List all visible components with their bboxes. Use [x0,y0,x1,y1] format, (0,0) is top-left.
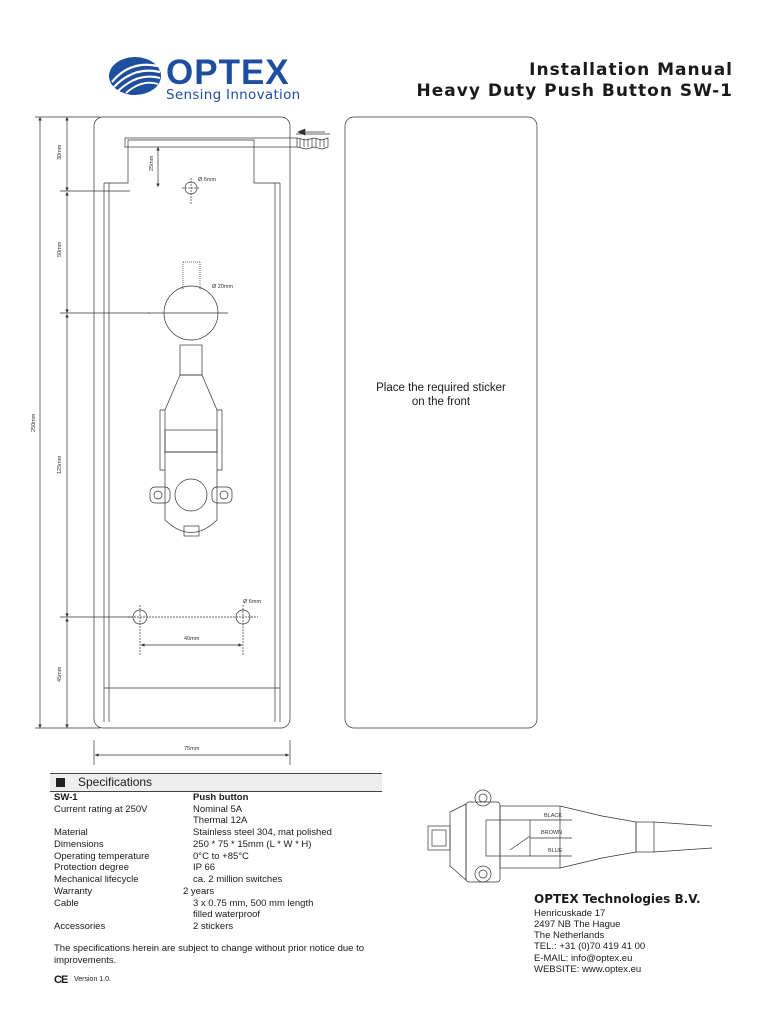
spec-value: ca. 2 million switches [193,874,283,885]
spec-label: SW-1 [54,792,78,803]
spec-label: Material [54,827,88,838]
bullet-square-icon [56,778,65,787]
spec-label: Dimensions [54,839,104,850]
spec-label: Protection degree [54,862,129,873]
dim-125mm: 125mm [57,455,63,474]
specifications-header [50,773,382,792]
spec-label: Current rating at 250V [54,804,148,815]
spec-value: Push button [193,792,249,803]
company-name: OPTEX Technologies B.V. [534,892,701,906]
spec-value: 2 years [183,886,215,897]
spec-value: filled waterproof [193,909,261,920]
spec-label: Cable [54,898,79,909]
contact-phone: TEL.: +31 (0)70 419 41 00 [534,941,646,952]
wire-label-black: BLACK [544,813,563,819]
spec-value: 250 * 75 * 15mm (L * W * H) [193,839,312,850]
dim-250mm: 250mm [31,413,37,432]
spec-label: Mechanical lifecycle [54,874,139,885]
spec-value: Stainless steel 304, mat polished [193,827,332,838]
address-street: Henricuskade 17 [534,908,606,919]
contact-website: WEBSITE: www.optex.eu [534,964,642,975]
spec-value: Nominal 5A [193,804,243,815]
spec-value: IP 66 [193,862,216,873]
dim-hole-bottom: Ø 6mm [243,599,262,605]
spec-label: Accessories [54,921,106,932]
dim-25mm: 25mm [149,155,155,171]
spec-value: 3 x 0.75 mm, 500 mm length [193,898,314,909]
address-city: 2497 NB The Hague [534,919,621,930]
document-title: Installation Manual [529,60,733,80]
wire-label-blue: BLUE [548,848,563,854]
sticker-note-line1: Place the required sticker [376,382,506,394]
logo-wordmark: OPTEX [166,53,290,92]
disclaimer-text: The specifications herein are subject to change without prior notice due to improvements. [54,943,364,966]
dim-40mm: 40mm [184,636,200,642]
version-label: Version 1.0. [74,976,111,983]
dim-hole-center: Ø 20mm [212,284,234,290]
spec-value: 2 stickers [193,921,234,932]
dim-30mm: 30mm [57,144,63,160]
sticker-note [345,381,537,409]
sticker-note-line2: on the front [411,396,471,408]
spec-label: Warranty [54,886,93,897]
spec-value: 0°C to +85°C [193,851,249,862]
wiring-diagram [428,790,712,882]
contact-email: E-MAIL: info@optex.eu [534,953,633,964]
dim-50mm: 50mm [57,241,63,257]
dim-hole-top: Ø 6mm [198,177,217,183]
spec-value: Thermal 12A [193,815,248,826]
specifications-title: Specifications [78,775,153,789]
dim-45mm: 45mm [57,666,63,682]
product-title: Heavy Duty Push Button SW-1 [416,81,733,101]
dim-75mm: 75mm [184,746,200,752]
logo-tagline: Sensing Innovation [166,87,301,103]
ce-mark-icon: CE [54,974,68,986]
spec-label: Operating temperature [54,851,150,862]
mounting-rod [125,138,297,147]
wire-label-brown: BROWN [541,830,563,836]
front-plate-outline [345,117,537,728]
address-country: The Netherlands [534,930,605,941]
